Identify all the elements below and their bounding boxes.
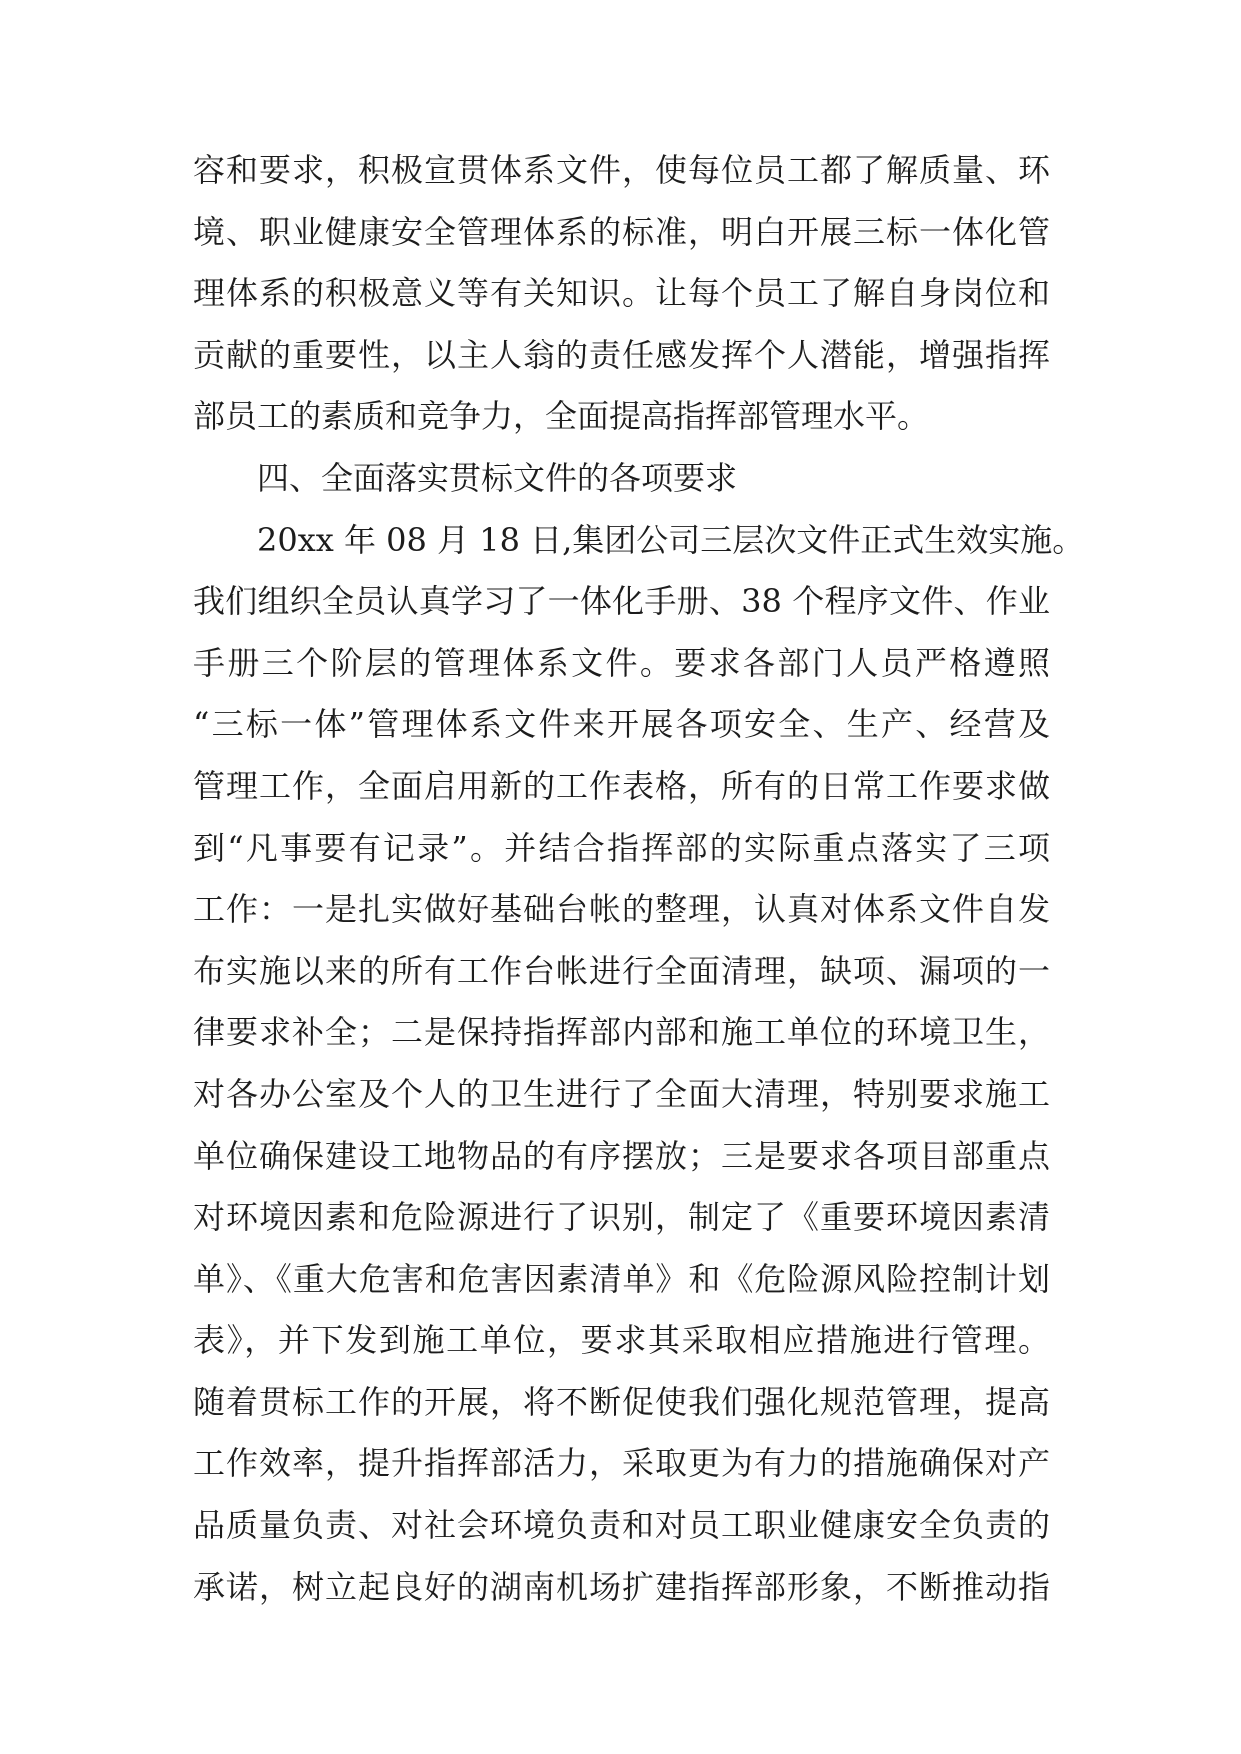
text-line: 工作效率，提升指挥部活力，采取更为有力的措施确保对产: [193, 1444, 1050, 1483]
text-line: 部员工的素质和竞争力，全面提高指挥部管理水平。: [193, 397, 930, 436]
text-line: 单》、《重大危害和危害因素清单》和《危险源风险控制计划: [193, 1259, 1050, 1298]
text-line: 贡献的重要性，以主人翁的责任感发挥个人潜能，增强指挥: [193, 335, 1050, 374]
text-line: 20xx 年 08 月 18 日,集团公司三层次文件正式生效实施。: [257, 520, 1085, 559]
text-line: 理体系的积极意义等有关知识。让每个员工了解自身岗位和: [193, 274, 1050, 313]
text-line: 境、职业健康安全管理体系的标准，明白开展三标一体化管: [193, 212, 1050, 251]
text-line: 对环境因素和危险源进行了识别，制定了《重要环境因素清: [193, 1198, 1050, 1237]
text-line: “三标一体”管理体系文件来开展各项安全、生产、经营及: [193, 705, 1050, 744]
text-line: 容和要求，积极宣贯体系文件，使每位员工都了解质量、环: [193, 151, 1050, 189]
text-line: 我们组织全员认真学习了一体化手册、38 个程序文件、作业: [193, 582, 1050, 621]
text-line: 工作：一是扎实做好基础台帐的整理，认真对体系文件自发: [193, 890, 1050, 929]
text-line: 管理工作，全面启用新的工作表格，所有的日常工作要求做: [193, 766, 1050, 805]
text-line: 律要求补全；二是保持指挥部内部和施工单位的环境卫生，: [193, 1013, 1050, 1052]
text-line: 单位确保建设工地物品的有序摆放；三是要求各项目部重点: [193, 1136, 1050, 1175]
text-line: 布实施以来的所有工作台帐进行全面清理，缺项、漏项的一: [193, 951, 1050, 990]
text-line: 品质量负责、对社会环境负责和对员工职业健康安全负责的: [193, 1506, 1050, 1545]
text-line: 手册三个阶层的管理体系文件。要求各部门人员严格遵照: [193, 643, 1050, 682]
text-line: 随着贯标工作的开展，将不断促使我们强化规范管理，提高: [193, 1382, 1050, 1421]
text-line: 承诺，树立起良好的湖南机场扩建指挥部形象，不断推动指: [193, 1567, 1050, 1606]
text-line: 表》，并下发到施工单位，要求其采取相应措施进行管理。: [193, 1321, 1050, 1360]
text-line: 对各办公室及个人的卫生进行了全面大清理，特别要求施工: [193, 1074, 1050, 1113]
body-text: [193, 140, 1085, 1618]
section-heading: 四、全面落实贯标文件的各项要求: [257, 458, 738, 497]
text-line: 到“凡事要有记录”。并结合指挥部的实际重点落实了三项: [193, 828, 1050, 867]
